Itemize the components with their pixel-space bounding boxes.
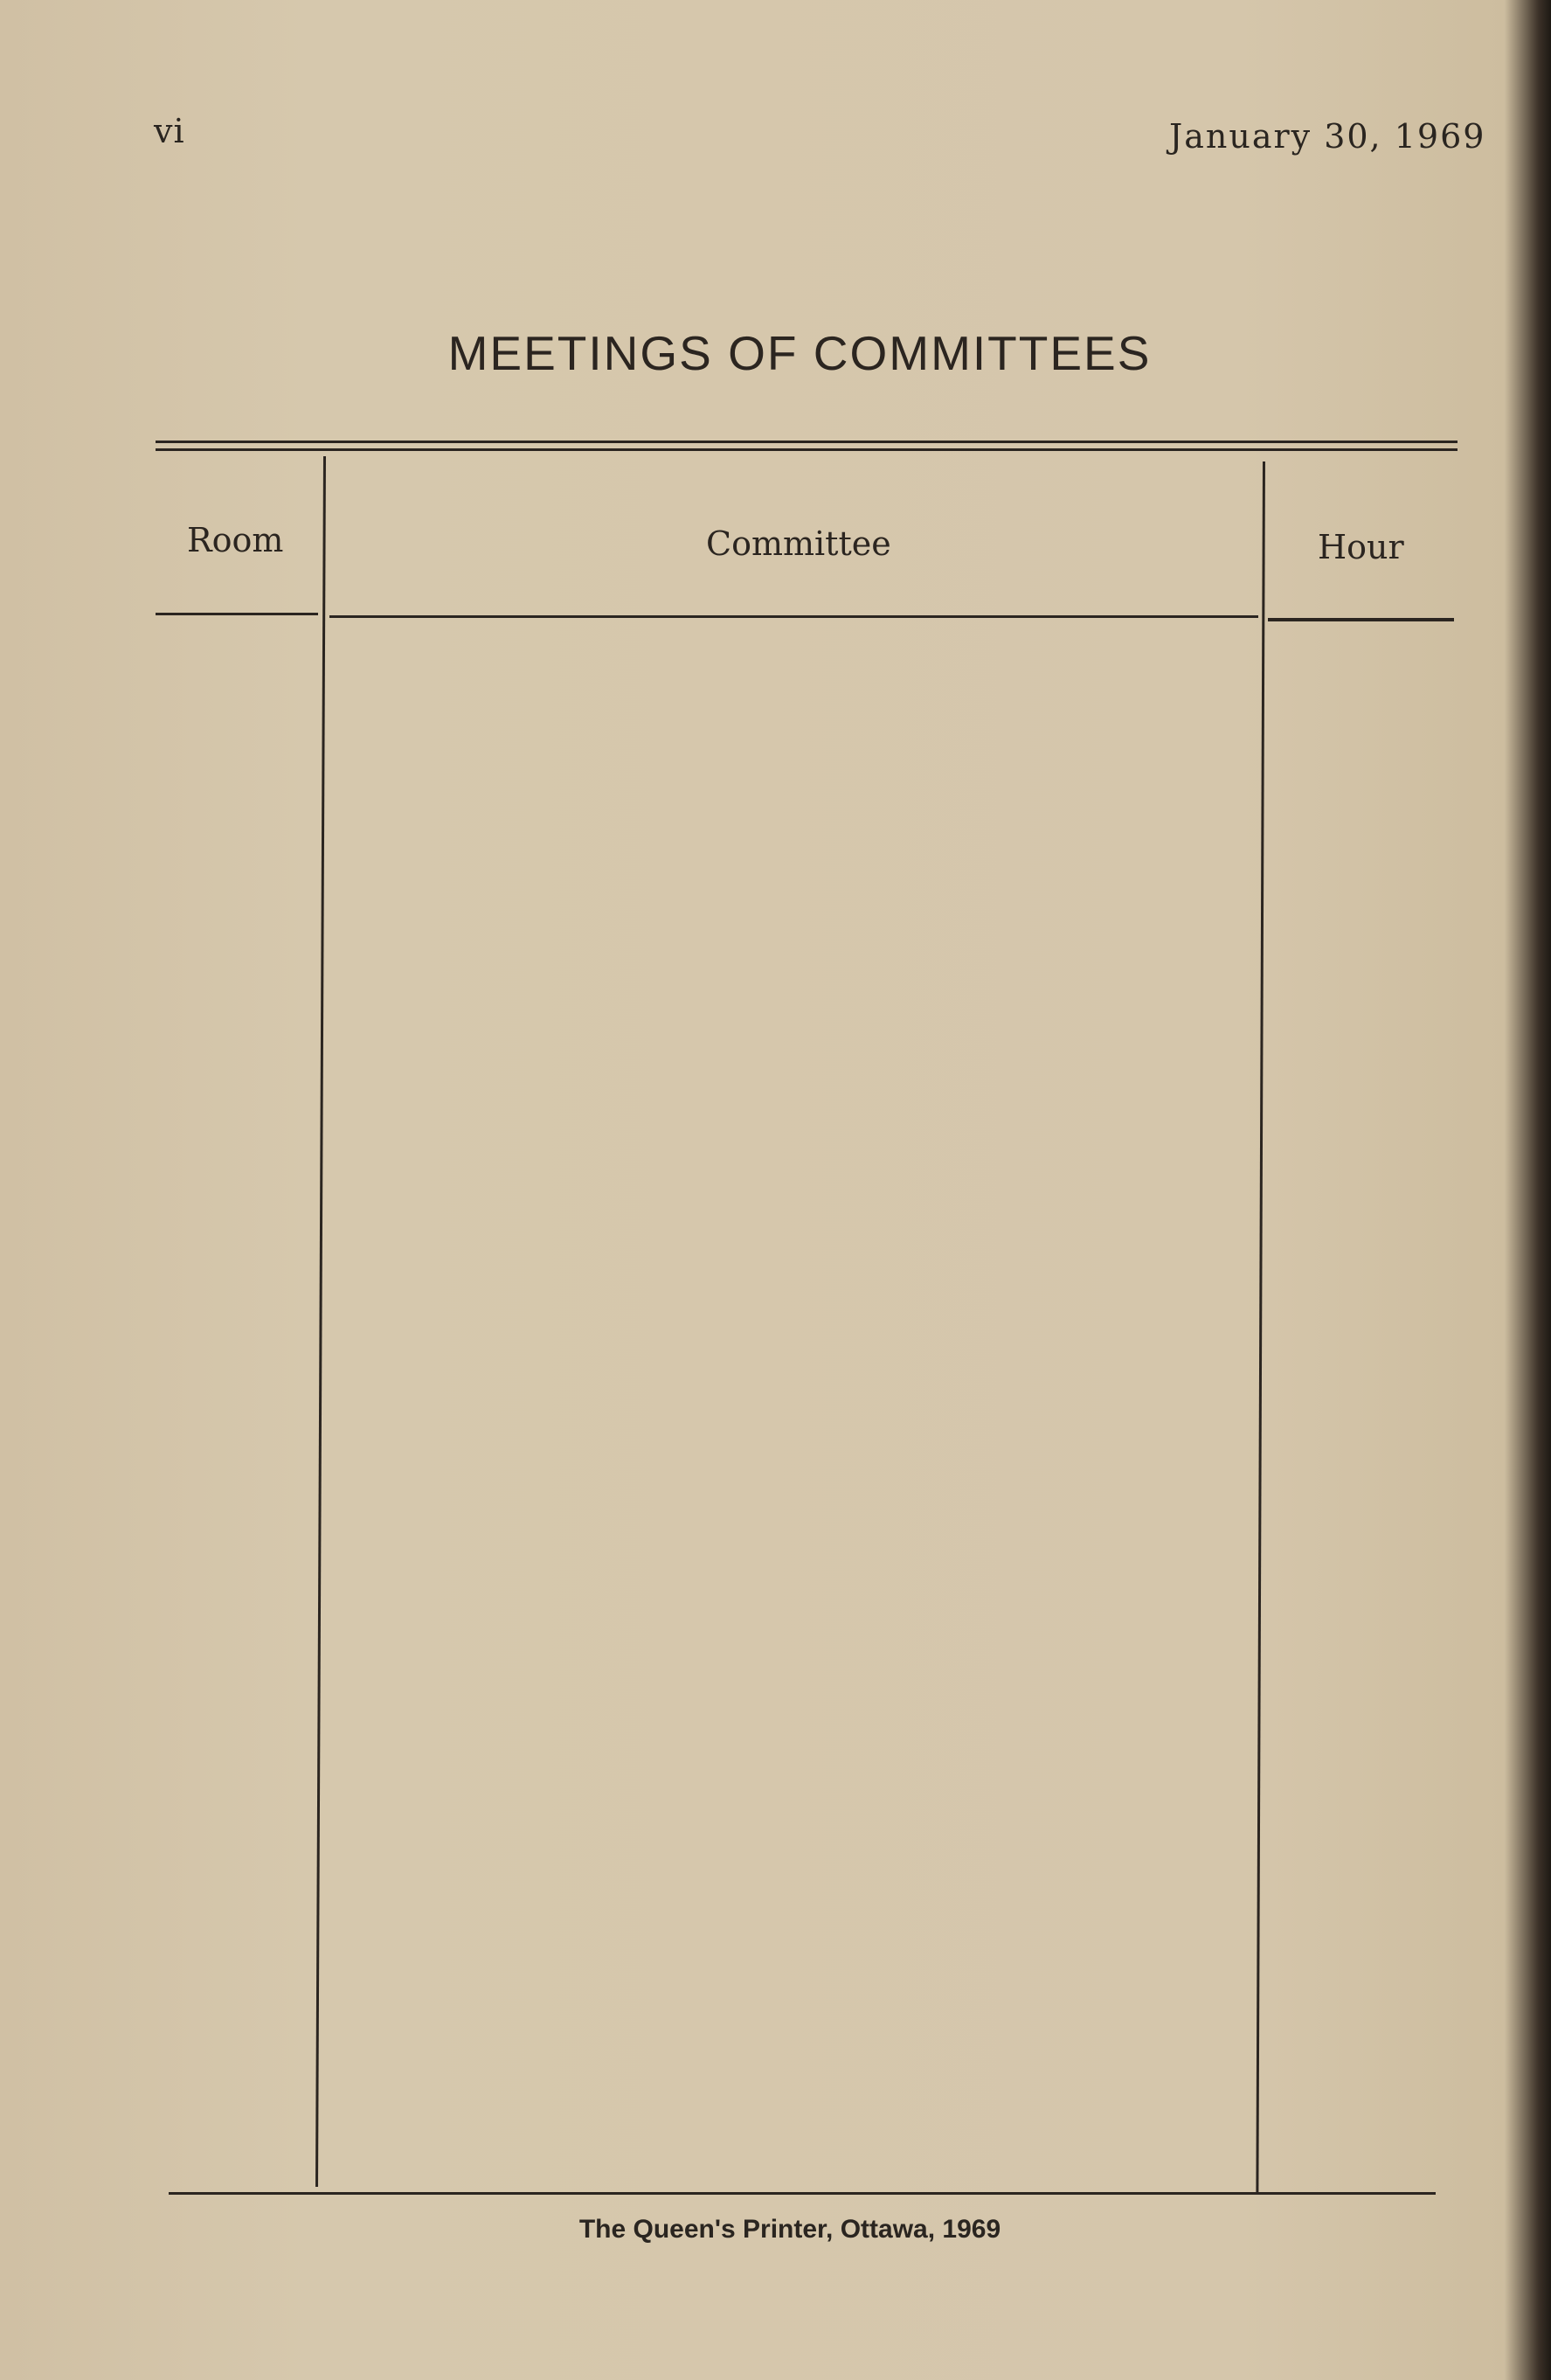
table-bottom-rule	[169, 2192, 1436, 2195]
column-header-room: Room	[187, 521, 284, 559]
room-header-underline	[156, 613, 318, 615]
committee-header-underline	[329, 615, 1258, 618]
column-divider-left	[315, 456, 326, 2187]
hour-header-underline	[1268, 618, 1454, 621]
printer-imprint: The Queen's Printer, Ottawa, 1969	[578, 2215, 1001, 2244]
page-number: vi	[154, 112, 185, 150]
page-date: January 30, 1969	[1169, 117, 1486, 156]
page-title: MEETINGS OF COMMITTEES	[447, 326, 1152, 380]
table-top-rule	[156, 441, 1458, 443]
table-top-rule-inner	[156, 448, 1458, 451]
column-header-hour: Hour	[1318, 528, 1404, 566]
column-header-committee: Committee	[706, 524, 891, 563]
column-divider-right	[1256, 461, 1265, 2192]
